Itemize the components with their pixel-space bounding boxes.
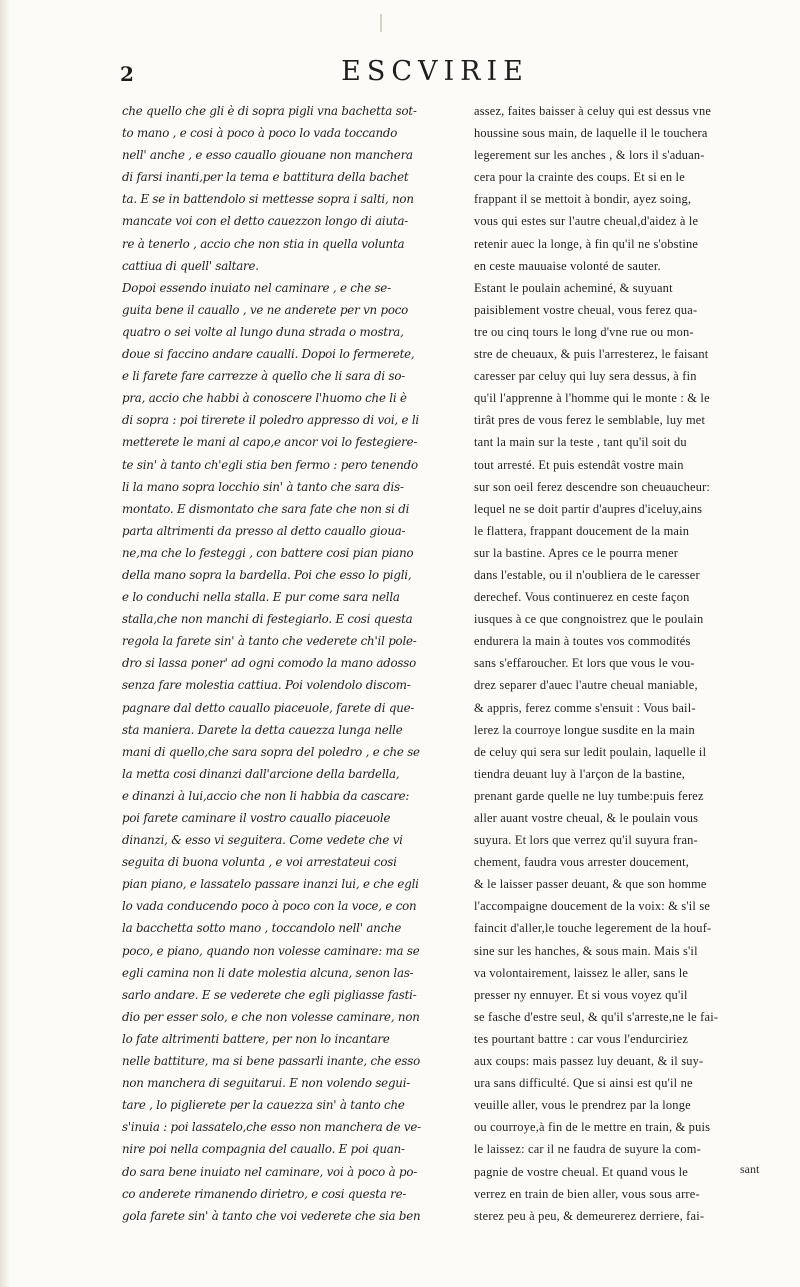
italian-text-line: stalla,che non manchi di festegiarlo. E cosi questa xyxy=(122,612,413,627)
french-text-line: frappant il se mettoit à bondir, ayez soing, xyxy=(474,192,692,207)
french-text-line: sur son oeil ferez descendre son cheuaucheur: xyxy=(474,479,711,494)
french-text-line: tirât pres de vous ferez le semblable, luy met xyxy=(474,413,706,428)
french-text-line: prenant garde quelle ne luy tumbe:puis ferez xyxy=(474,788,704,803)
italian-text-line: ne,ma che lo festeggi , con battere cosi pian piano xyxy=(122,545,414,560)
italian-text-line: nire poi nella compagnia del cauallo. E poi quan- xyxy=(122,1142,405,1157)
french-text-line: sterez peu à peu, & demeurerez derriere, fai- xyxy=(474,1208,705,1223)
french-text-line: legerement sur les anches , & lors il s'aduan- xyxy=(474,148,705,163)
italian-text-line: sta maniera. Darete la detta cauezza lunga nelle xyxy=(122,722,403,737)
italian-text-line: senza fare molestia cattiua. Poi volendolo discom- xyxy=(122,678,411,693)
french-text-line: l'accompaigne doucement de la voix: & s'il se xyxy=(474,899,711,914)
french-text-line: drez separer d'auec l'autre cheual maniable, xyxy=(474,678,698,693)
italian-text-line: e lo conduchi nella stalla. E pur come sara nella xyxy=(122,590,400,605)
french-text-line: lequel ne se doit partir d'aupres d'iceluy,ains xyxy=(474,501,703,516)
italian-text-line: poco, e piano, quando non volesse caminare: ma se xyxy=(122,943,420,958)
french-text-line: vous qui estes sur l'autre cheual,d'aidez à le xyxy=(474,214,699,229)
italian-text-line: nell' anche , e esso cauallo giouane non manchera xyxy=(122,148,413,163)
ink-smudge xyxy=(380,14,382,32)
italian-text-line: pagnare dal detto cauallo piaceuole, farete di que- xyxy=(122,700,415,715)
french-text-line: qu'il l'apprenne à l'homme qui le monte : & le xyxy=(474,391,710,406)
italian-text-line: li la mano sopra locchio sin' à tanto che sara dis- xyxy=(122,479,404,494)
french-text-line: sine sur les hanches, & sous main. Mais s'il xyxy=(474,943,698,958)
italian-text-line: mancate voi con el detto cauezzon longo di aiuta- xyxy=(122,214,409,229)
italian-text-line: tare , lo piglierete per la cauezza sin' à tanto che xyxy=(122,1098,405,1113)
french-text-line: sur la bastine. Apres ce le pourra mener xyxy=(474,545,679,560)
french-text-line: iusques à ce que congnoistrez que le poulain xyxy=(474,612,704,627)
italian-text-line: ta. E se in battendolo si mettesse sopra i salti, non xyxy=(122,192,414,207)
running-head: ESCVIRIE xyxy=(341,56,529,87)
italian-text-line: che quello che gli è di sopra pigli vna bachetta sot- xyxy=(122,104,417,118)
page-edge-shadow xyxy=(0,0,10,1287)
italian-text-line: regola la farete sin' à tanto che vederete ch'il pole- xyxy=(122,634,417,649)
italian-text-line: do sara bene inuiato nel caminare, voi à poco à po- xyxy=(122,1164,418,1179)
french-text-line: retenir auec la longe, à fin qu'il ne s'obstine xyxy=(474,236,699,251)
french-text-line: tant la main sur la teste , tant qu'il soit du xyxy=(474,435,687,450)
italian-text-line: e li farete fare carrezze à quello che li sara di so- xyxy=(122,369,406,384)
italian-text-line: re à tenerlo , accio che non stia in quella volunta xyxy=(122,236,405,251)
italian-text-line: montato. E dismontato che sara fate che non si di xyxy=(122,501,410,516)
italian-text-line: dro si lassa poner' ad ogni comodo la mano adosso xyxy=(122,656,417,671)
italian-text-line: guita bene il cauallo , ve ne anderete per vn poco xyxy=(122,302,409,317)
french-text-line: sans s'effaroucher. Et lors que vous le vou- xyxy=(474,656,695,671)
french-text-line: aux coups: mais passez luy deuant, & il suy- xyxy=(474,1054,704,1069)
italian-text-line: mani di quello,che sara sopra del poledro , e che se xyxy=(122,744,420,759)
french-text-line: Estant le poulain acheminé, & suyuant xyxy=(474,280,673,295)
italian-text-line: la metta cosi dinanzi dall'arcione della bardella, xyxy=(122,766,400,781)
french-text-line: en ceste mauuaise volonté de sauter. xyxy=(474,258,661,273)
french-text-line: tre ou cinq tours le long d'vne rue ou mon- xyxy=(474,324,694,339)
italian-text-column xyxy=(122,100,458,1227)
italian-text-line: gola farete sin' à tanto che voi vederete che sia ben xyxy=(122,1208,421,1223)
french-text-line: va volontairement, laissez le aller, sans le xyxy=(474,965,689,980)
italian-text-line: dinanzi, & esso vi seguitera. Come vedete che vi xyxy=(122,833,403,848)
french-text-line: dans l'estable, ou il n'oubliera de le caresser xyxy=(474,567,700,582)
italian-text-line: te sin' à tanto ch'egli stia ben fermo : pero tenendo xyxy=(122,457,418,472)
french-text-line: aller auant vostre cheual, & le poulain vous xyxy=(474,811,699,825)
italian-text-line: to mano , e cosi à poco à poco lo vada toccando xyxy=(122,126,398,141)
italian-text-line: seguita di buona volunta , e voi arrestateui cosi xyxy=(122,855,397,870)
french-text-line: le laissez: car il ne faudra de suyure la com- xyxy=(474,1142,701,1157)
french-text-line: stre de cheuaux, & puis l'arresterez, le faisant xyxy=(474,347,709,362)
french-text-line: paisiblement vostre cheual, vous ferez qua- xyxy=(474,302,698,317)
french-text-line: lerez la courroye longue susdite en la main xyxy=(474,722,695,737)
italian-text-line: non manchera di seguitarui. E non volendo segui- xyxy=(122,1076,411,1091)
italian-text-line: lo vada conducendo poco à poco con la voce, e con xyxy=(122,899,417,914)
italian-text-line: cattiua di quell' saltare. xyxy=(122,258,259,273)
french-text-line: ura sans difficulté. Que si ainsi est qu'il ne xyxy=(474,1076,693,1091)
italian-text-line: poi farete caminare il vostro cauallo piaceuole xyxy=(122,811,391,825)
italian-text-line: co anderete rimanendo dirietro, e cosi questa re- xyxy=(122,1186,407,1201)
french-text-line: le flattera, frappant doucement de la main xyxy=(474,523,690,538)
italian-text-line: sarlo andare. E se vederete che egli pigliasse fasti- xyxy=(122,987,417,1002)
french-text-line: & appris, ferez comme s'ensuit : Vous bail- xyxy=(474,700,696,715)
italian-text-line: pra, accio che habbi à conoscere l'huomo che li è xyxy=(122,391,407,406)
french-text-line: cera pour la crainte des coups. Et si en le xyxy=(474,170,685,185)
italian-text-line: di farsi inanti,per la tema e battitura della bachet xyxy=(122,170,409,185)
italian-text-line: s'inuia : poi lassatelo,che esso non manchera de ve- xyxy=(122,1120,421,1135)
french-text-line: & le laisser passer deuant, & que son homme xyxy=(474,877,707,892)
french-text-line: ou courroye,à fin de le mettre en train, & puis xyxy=(474,1120,711,1135)
french-text-line: houssine sous main, de laquelle il le touchera xyxy=(474,126,708,141)
italian-text-line: nelle battiture, ma si bene passarli inante, che esso xyxy=(122,1054,420,1069)
french-text-line: chement, faudra vous arrester doucement, xyxy=(474,855,690,870)
french-text-line: suyura. Et lors que verrez qu'il suyura fran- xyxy=(474,833,698,848)
french-text-line: verrez en train de bien aller, vous sous arre- xyxy=(474,1186,700,1201)
french-text-line: se fasche d'estre seul, & qu'il s'arreste,ne le fai- xyxy=(474,1009,719,1024)
french-text-line: tout arresté. Et puis estendât vostre main xyxy=(474,457,684,472)
italian-text-line: di sopra : poi tirerete il poledro appresso di voi, e li xyxy=(122,413,419,428)
italian-text-line: della mano sopra la bardella. Poi che esso lo pigli, xyxy=(122,567,412,582)
french-text-line: presser ny ennuyer. Et si vous voyez qu'il xyxy=(474,987,688,1002)
french-text-line: veuille aller, vous le prendrez par la longe xyxy=(474,1098,691,1113)
page-number: 2 xyxy=(120,62,134,86)
italian-text-line: doue si faccino andare caualli. Dopoi lo fermerete, xyxy=(122,347,415,362)
italian-text-line: e dinanzi à lui,accio che non li habbia da cascare: xyxy=(122,788,410,803)
italian-text-line: lo fate altrimenti battere, per non lo incantare xyxy=(122,1031,390,1046)
catchword: sant xyxy=(740,1162,760,1176)
french-text-line: faincit d'aller,le touche legerement de la houf- xyxy=(474,921,712,936)
french-text-column xyxy=(474,100,772,1227)
french-text-line: de celuy qui sera sur ledit poulain, laquelle il xyxy=(474,744,707,759)
italian-text-line: parta altrimenti da presso al detto cauallo gioua- xyxy=(122,523,406,538)
french-text-line: tiendra deuant luy à l'arçon de la bastine, xyxy=(474,766,686,781)
french-text-line: assez, faites baisser à celuy qui est dessus vne xyxy=(474,104,712,118)
french-text-line: tes pourtant battre : car vous l'endurciriez xyxy=(474,1031,689,1046)
italian-text-line: metterete le mani al capo,e ancor voi lo festegiere- xyxy=(122,435,418,450)
italian-text-line: pian piano, e lassatelo passare inanzi lui, e che egli xyxy=(122,877,419,892)
italian-text-line: egli camina non li date molestia alcuna, senon las- xyxy=(122,965,414,980)
italian-text-line: dio per esser solo, e che non volesse caminare, non xyxy=(122,1009,420,1024)
french-text-line: endurera la main à toutes vos commodités xyxy=(474,634,691,649)
french-text-line: pagnie de vostre cheual. Et quand vous le xyxy=(474,1164,688,1179)
french-text-line: derechef. Vous continuerez en ceste façon xyxy=(474,590,690,605)
italian-text-line: la bacchetta sotto mano , toccandolo nell' anche xyxy=(122,921,402,936)
italian-text-line: quatro o sei volte al lungo duna strada o mostra, xyxy=(122,324,404,339)
italian-text-line: Dopoi essendo inuiato nel caminare , e che se- xyxy=(122,280,391,295)
french-text-line: caresser par celuy qui luy sera dessus, à fin xyxy=(474,369,697,384)
